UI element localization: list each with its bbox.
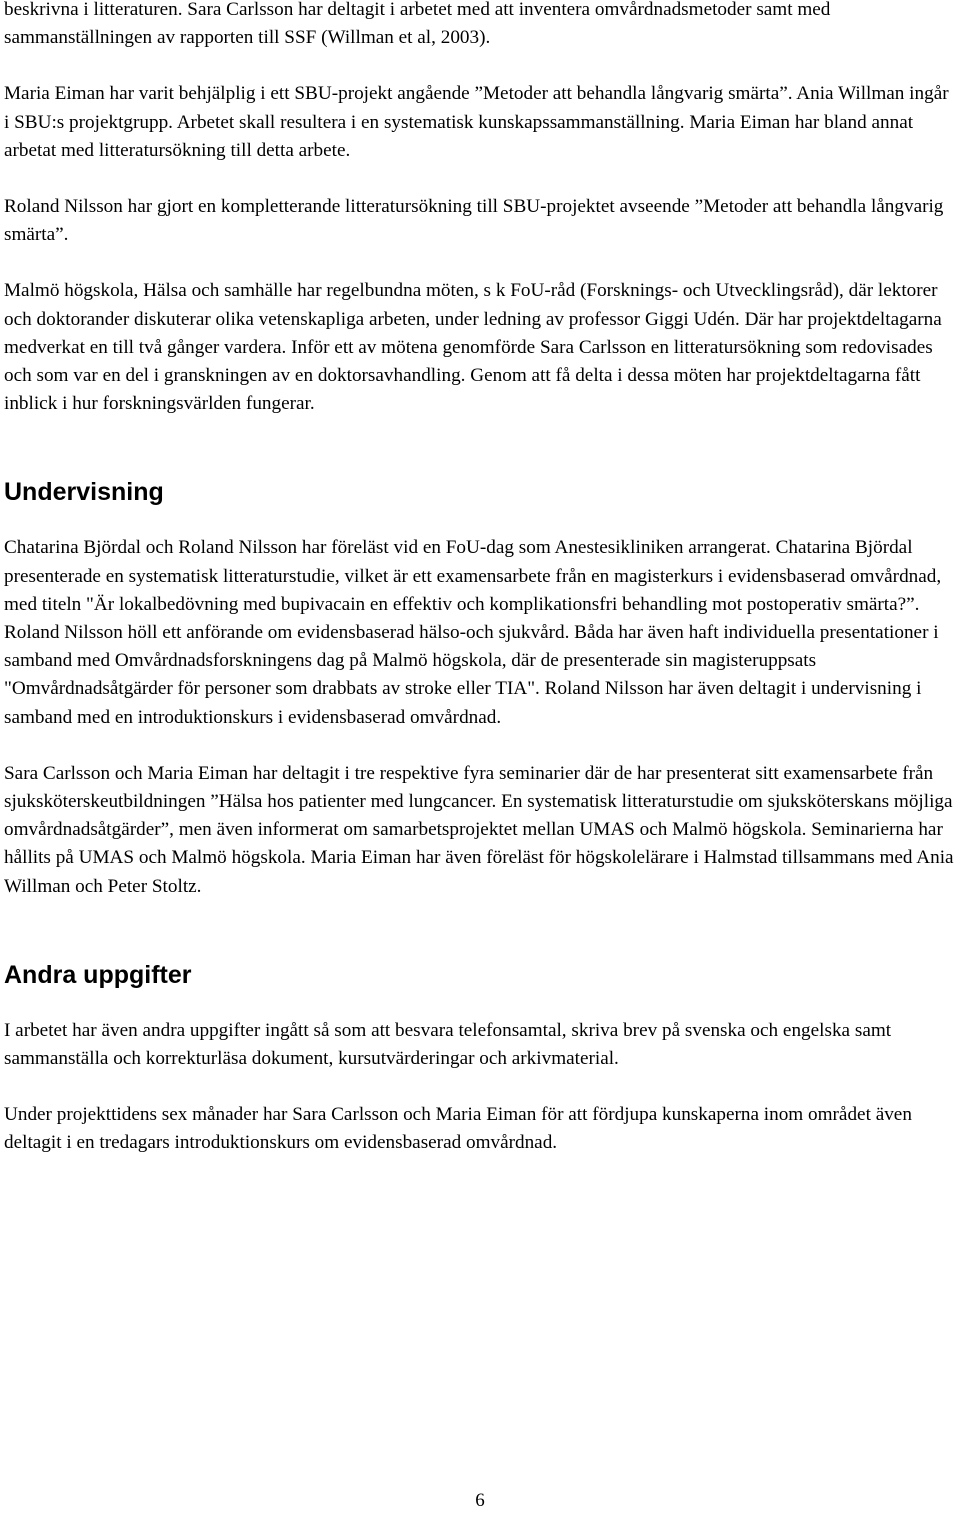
paragraph-fou-dag: Chatarina Björdal och Roland Nilsson har föreläst vid en FoU-dag som Anestesikliniken arrangerat. Chatarina Björdal presenterade en systematisk litteraturstudie, vilket är ett examensarbete från en magisterkurs i evidensbaserad omvårdnad, med titeln "Är lokalbedövning med bupivacain en effektiv och komplikationsfri behandling mot postoperativ smärta?”. Roland Nilsson höll ett anförande om evidensbaserad hälso-och sjukvård. Båda har även haft individuella presentationer i samband med Omvårdnadsforskningens dag på Malmö högskola, där de presenterade sin magisteruppsats "Omvårdnadsåtgärder för personer som drabbats av stroke eller TIA". Roland Nilsson har även deltagit i undervisning i samband med en introduktionskurs i evidensbaserad omvårdnad. [4,537,942,728]
paragraph-srf-report: beskrivna i litteraturen. Sara Carlsson har deltagit i arbetet med att inventera omvårdnadsmetoder samt med sammanställningen av rapporten till SSF (Willman et al, 2003). [4,0,831,49]
paragraph-literature-search: Roland Nilsson har gjort en kompletterande litteratursökning till SBU-projektet avseende ”Metoder att behandla långvarig smärta”. [4,196,944,246]
paragraph-introduction-course: Under projekttidens sex månader har Sara Carlsson och Maria Eiman för att fördjupa kunskaperna inom området även deltagit i en tredagars introduktionskurs om evidensbaserad omvårdnad. [4,1104,912,1154]
page-number: 6 [475,1490,485,1511]
paragraph-other-tasks: I arbetet har även andra uppgifter ingått så som att besvara telefonsamtal, skriva brev på svenska och engelska samt sammanställa och korrekturläsa dokument, kursutvärderingar och arkivmaterial. [4,1019,892,1070]
paragraph-seminarier: Sara Carlsson och Maria Eiman har deltagit i tre respektive fyra seminarier där de har presenterat sitt examensarbete från sjuksköterskeutbildningen ”Hälsa hos patienter med lungcancer. En systematisk litteraturstudie om sjuksköterskans möjliga omvårdnadsåtgärder”, men även informerat om samarbetsprojektet mellan UMAS och Malmö högskola. Seminarierna har hållits på UMAS och Malmö högskola. Maria Eiman har även föreläst för högskolelärare i Halmstad tillsammans med Ania Willman och Peter Stoltz. [4,762,954,897]
paragraph-fou-rad: Malmö högskola, Hälsa och samhälle har regelbundna möten, s k FoU-råd (Forsknings- och Utvecklingsråd), där lektorer och doktorander diskuterar olika vetenskapliga arbeten, under ledning av professor Giggi Udén. Där har projektdeltagarna medverkat en till två gånger vardera. Inför ett av mötena genomförde Sara Carlsson en litteratursökning som redovisades och som var en del i granskningen av en doktorsavhandling. Genom att få delta i dessa möten har projektdeltagarna fått inblick i hur forskningsvärlden fungerar. [4,280,942,415]
document-page [4,0,956,1158]
heading-undervisning: Undervisning [4,478,164,507]
heading-andra-uppgifter: Andra uppgifter [4,960,192,989]
paragraph-sbu-project: Maria Eiman har varit behjälplig i ett SBU-projekt angående ”Metoder att behandla långvarig smärta”. Ania Willman ingår i SBU:s projektgrupp. Arbetet skall resultera i en systematisk kunskapssammanställning. Maria Eiman har bland annat arbetat med litteratursökning till detta arbete. [4,83,949,161]
